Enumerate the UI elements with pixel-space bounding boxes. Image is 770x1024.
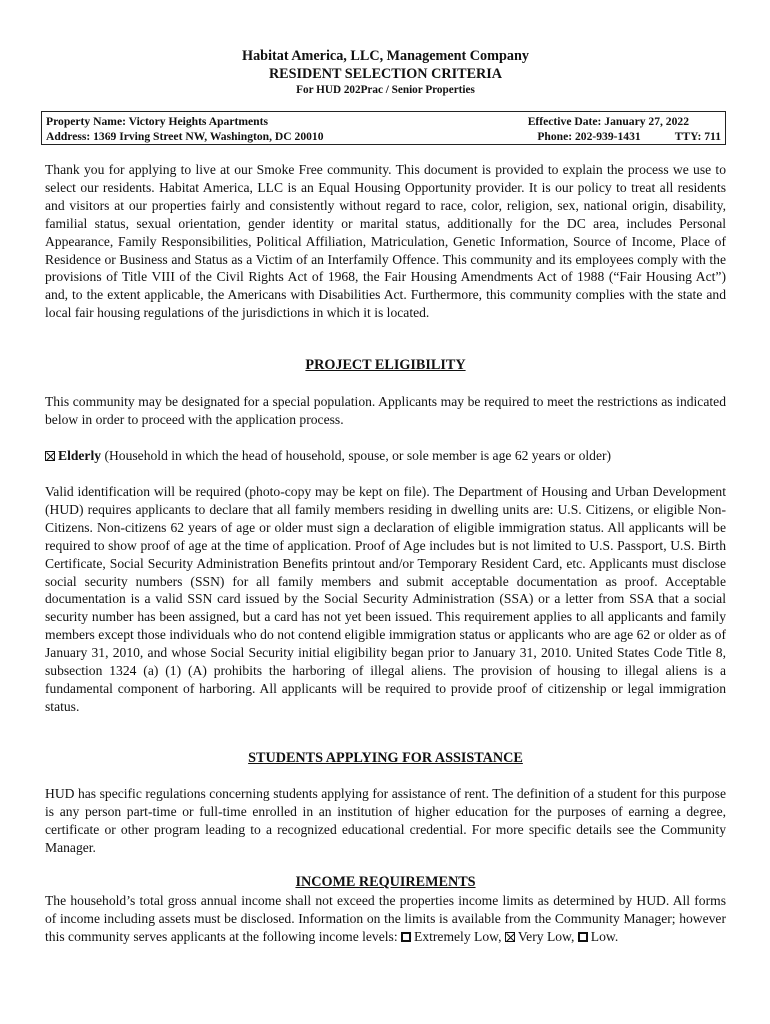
elderly-option: [45, 447, 726, 465]
income-heading: INCOME REQUIREMENTS: [295, 874, 476, 890]
document-title: RESIDENT SELECTION CRITERIA: [268, 66, 503, 82]
income-text: The household’s total gross annual income shall not exceed the properties income limits as determined by HUD. All forms of income including assets must be disclosed. Information on the limits is available from the Community Manager; however this community serves applicants at the following income levels:: [45, 893, 726, 944]
property-name: Property Name: Victory Heights Apartments: [46, 115, 268, 128]
property-address: Address: 1369 Irving Street NW, Washington, DC 20010: [46, 130, 324, 143]
extremely-low-checkbox: [401, 932, 411, 942]
property-info-box: [41, 111, 726, 145]
effective-date: Effective Date: January 27, 2022: [527, 115, 689, 128]
elderly-description: (Household in which the head of household, spouse, or sole member is age 62 years or older): [101, 448, 612, 463]
company-name: Habitat America, LLC, Management Company: [242, 48, 529, 64]
elderly-checkbox: [45, 451, 55, 461]
identification-paragraph: Valid identification will be required (photo-copy may be kept on file). The Department of Housing and Urban Development (HUD) requires applicants to declare that all family members residing in dwelling units are: U.S. Citizens, or eligible Non-Citizens. Non-citizens 62 years of age or older must sign a declaration of eligible immigration status. All applicants will be required to show proof of age at the time of application. Proof of Age includes but is not limited to U.S. Passport, U.S. Birth Certificate, Social Security Administration Benefits printout and/or Temporary Resident Card, etc. Applicants must disclose social security numbers (SSN) for all family members and submit acceptable documentation as proof. Acceptable documentation is a valid SSN card issued by the Social Security Administration (SSA) or a letter from SSA that a social security number has been assigned, but a card has not yet been issued. This requirement applies to all applicants and family members except those individuals who do not contend eligible immigration status or applicants who are age 62 or older as of January 31, 2010, and whose Social Security initial eligibility began prior to January 31, 2010. United States Code Title 8, subsection 1324 (a) (1) (A) prohibits the harboring of illegal aliens. The provision of housing to illegal aliens is a fundamental component of harboring. All applicants will be required to provide proof of citizenship or legal immigration status.: [45, 484, 726, 714]
very-low-label: Very Low,: [517, 928, 575, 944]
very-low-checkbox: [505, 932, 515, 942]
low-checkbox: [578, 932, 588, 942]
project-eligibility-heading: PROJECT ELIGIBILITY: [305, 357, 466, 373]
phone-number: Phone: 202-939-1431: [537, 130, 641, 143]
students-heading: STUDENTS APPLYING FOR ASSISTANCE: [248, 750, 523, 766]
income-paragraph: [45, 892, 726, 946]
tty-number: TTY: 711: [674, 130, 721, 143]
extremely-low-label: Extremely Low,: [414, 928, 502, 944]
document-subtitle: For HUD 202Prac / Senior Properties: [296, 84, 475, 96]
low-label: Low.: [590, 928, 619, 944]
elderly-label: Elderly: [58, 448, 102, 463]
project-eligibility-text: This community may be designated for a special population. Applicants may be required to meet the restrictions as indicated below in order to proceed with the application process.: [45, 394, 726, 427]
intro-paragraph: Thank you for applying to live at our Smoke Free community. This document is provided to explain the process we use to select our residents. Habitat America, LLC is an Equal Housing Opportunity provider. It is our policy to treat all residents and visitors at our properties fairly and consistently without regard to race, color, religion, sex, national origin, disability, familial status, sexual orientation, gender identity or marital status, additionally for the DC area, includes Personal Appearance, Family Responsibilities, Political Affiliation, Matriculation, Genetic Information, Source of Income, Place of Residence or Business and Status as a Victim of an Interfamily Offence. This community and its employees comply with the provisions of Title VIII of the Civil Rights Act of 1968, the Fair Housing Amendments Act of 1988 (“Fair Housing Act”) and, to the extent applicable, the Americans with Disabilities Act. Furthermore, this community complies with the state and local fair housing regulations of the jurisdictions in which it is located.: [45, 162, 726, 321]
students-paragraph: HUD has specific regulations concerning students applying for assistance of rent. The definition of a student for this purpose is any person part-time or full-time enrolled in an institution of higher education for the purposes of earning a degree, certificate or other program leading to a recognized educational credential. For more specific details see the Community Manager.: [45, 786, 726, 855]
contact-line: [537, 130, 721, 143]
